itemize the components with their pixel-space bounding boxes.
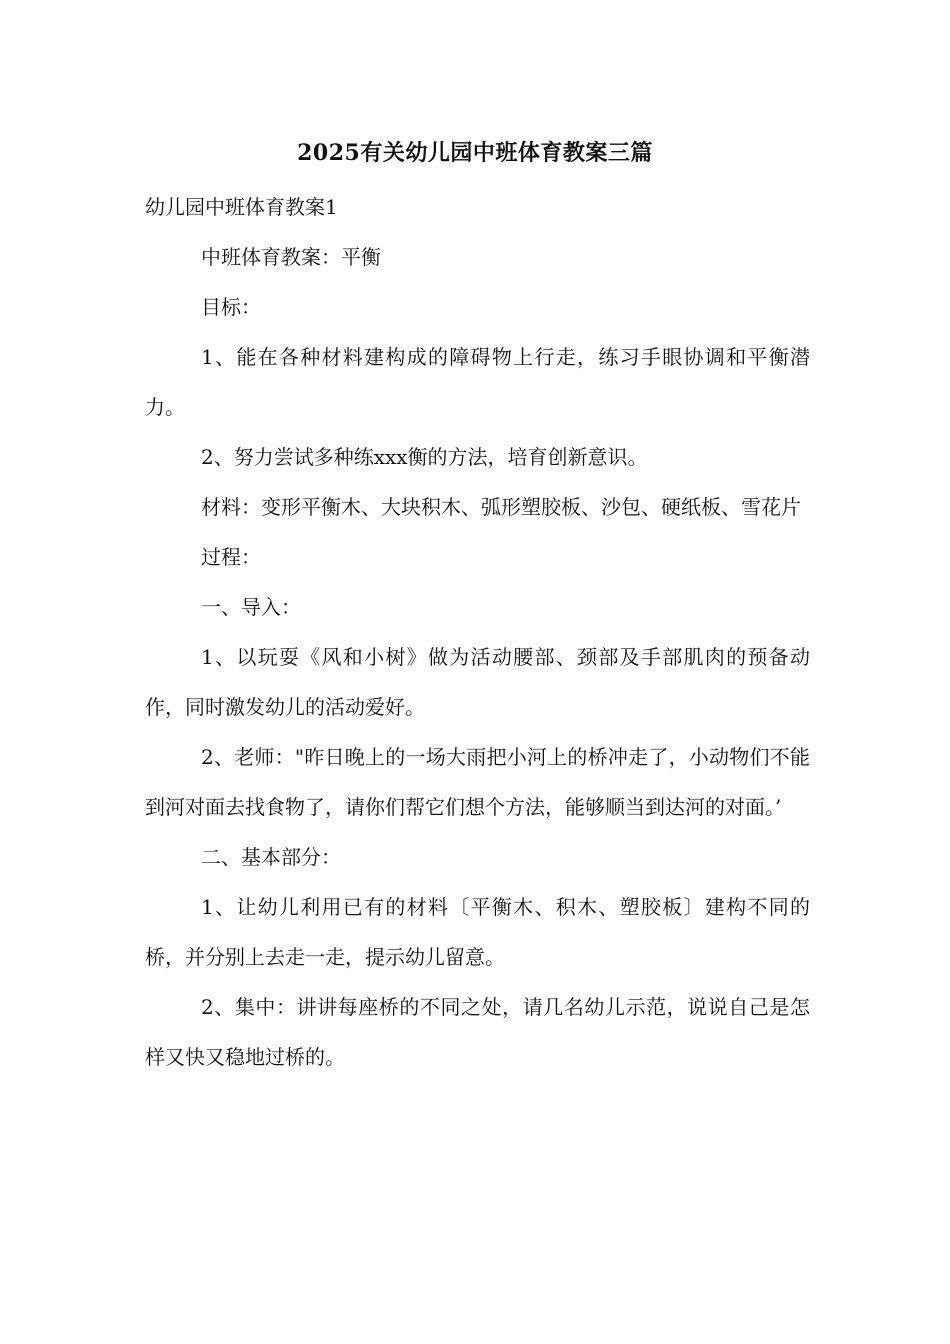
document-body <box>145 182 810 1082</box>
materials-paragraph: 材料：变形平衡木、大块积木、弧形塑胶板、沙包、硬纸板、雪花片 <box>201 495 801 519</box>
goals-heading: 目标： <box>201 295 261 319</box>
process-heading: 过程： <box>201 545 261 569</box>
goal-item-1: 1、能在各种材料建构成的障碍物上行走，练习手眼协调和平衡潜力。 <box>145 345 810 419</box>
intro-item-1: 1、以玩耍《风和小树》做为活动腰部、颈部及手部肌肉的预备动作，同时激发幼儿的活动爱好。 <box>145 645 810 719</box>
intro-heading: 一、导入： <box>201 595 301 619</box>
basic-item-2: 2、集中：讲讲每座桥的不同之处，请几名幼儿示范，说说自己是怎样又快又稳地过桥的。 <box>145 995 810 1069</box>
basic-part-heading: 二、基本部分： <box>201 845 341 869</box>
lesson-title: 中班体育教案：平衡 <box>201 245 381 269</box>
document-title: 2025有关幼儿园中班体育教案三篇 <box>297 140 653 166</box>
basic-item-1: 1、让幼儿利用已有的材料〔平衡木、积木、塑胶板〕建构不同的桥，并分别上去走一走，提示幼儿留意。 <box>145 895 810 969</box>
goal-item-2: 2、努力尝试多种练xxx衡的方法，培育创新意识。 <box>201 445 648 469</box>
intro-item-2: 2、老师："昨日晚上的一场大雨把小河上的桥冲走了，小动物们不能到河对面去找食物了，请你们帮它们想个方法，能够顺当到达河的对面。’ <box>145 745 810 819</box>
section-heading: 幼儿园中班体育教案1 <box>145 195 338 219</box>
